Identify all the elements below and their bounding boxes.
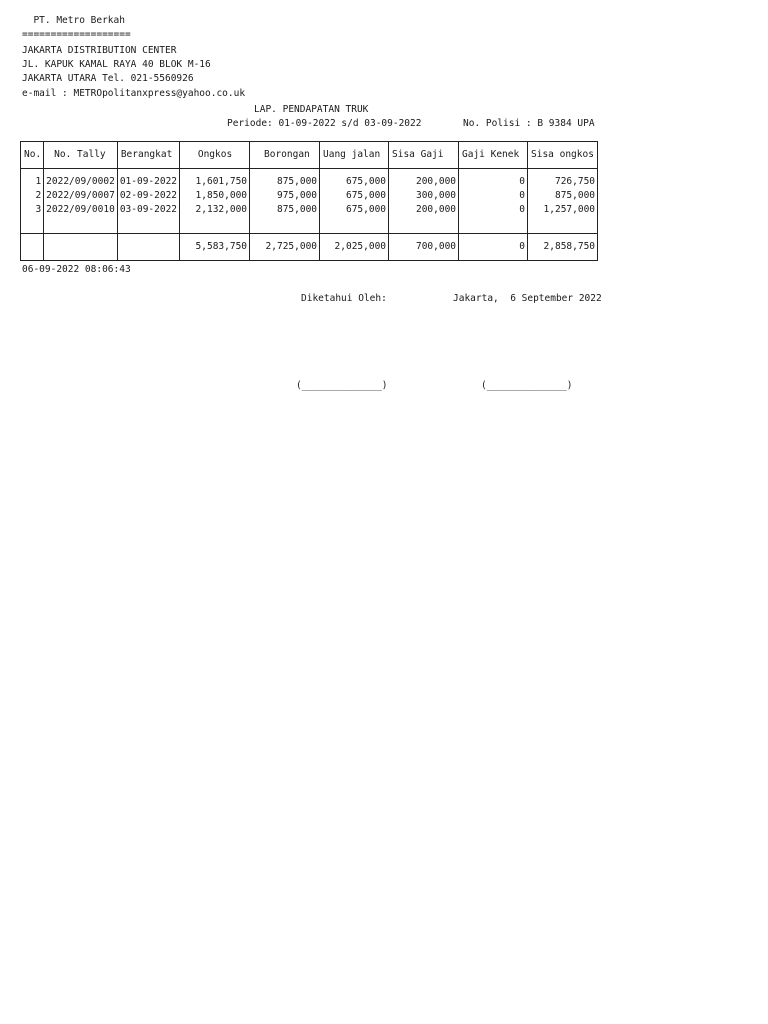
report-period: Periode: 01-09-2022 s/d 03-09-2022 xyxy=(227,118,422,129)
total-cell: 2,025,000 xyxy=(320,234,389,261)
table-total-row xyxy=(21,234,598,261)
table-cell: 875,000 xyxy=(528,189,598,203)
revenue-table xyxy=(20,141,598,261)
header-separator: =================== xyxy=(22,29,131,40)
table-cell: 1 xyxy=(21,169,44,190)
total-cell xyxy=(44,234,118,261)
table-cell: 0 xyxy=(459,203,528,234)
total-cell xyxy=(117,234,179,261)
signature-line-left: (______________) xyxy=(296,380,388,391)
table-cell: 2,132,000 xyxy=(180,203,250,234)
table-cell: 300,000 xyxy=(389,189,459,203)
company-division: JAKARTA DISTRIBUTION CENTER xyxy=(22,45,177,56)
acknowledged-label: Diketahui Oleh: xyxy=(301,293,387,304)
report-title: LAP. PENDAPATAN TRUK xyxy=(254,104,369,115)
column-header: Uang jalan xyxy=(320,142,389,169)
column-header: Sisa Gaji xyxy=(389,142,459,169)
table-cell: 2022/09/0007 xyxy=(44,189,118,203)
table-row xyxy=(21,203,598,234)
place-date: Jakarta, 6 September 2022 xyxy=(453,293,602,304)
column-header: Ongkos xyxy=(180,142,250,169)
company-city-phone: JAKARTA UTARA Tel. 021-5560926 xyxy=(22,73,194,84)
table-cell: 0 xyxy=(459,189,528,203)
table-cell: 875,000 xyxy=(250,169,320,190)
table-cell: 01-09-2022 xyxy=(117,169,179,190)
column-header: Borongan xyxy=(250,142,320,169)
column-header: No. xyxy=(21,142,44,169)
table-cell: 1,601,750 xyxy=(180,169,250,190)
table-cell: 1,850,000 xyxy=(180,189,250,203)
company-address: JL. KAPUK KAMAL RAYA 40 BLOK M-16 xyxy=(22,59,211,70)
total-cell: 2,858,750 xyxy=(528,234,598,261)
table-cell: 02-09-2022 xyxy=(117,189,179,203)
table-cell: 675,000 xyxy=(320,169,389,190)
total-cell: 5,583,750 xyxy=(180,234,250,261)
total-cell: 0 xyxy=(459,234,528,261)
total-cell: 700,000 xyxy=(389,234,459,261)
table-cell: 2 xyxy=(21,189,44,203)
signature-line-right: (______________) xyxy=(481,380,573,391)
table-cell: 200,000 xyxy=(389,169,459,190)
table-cell: 2022/09/0002 xyxy=(44,169,118,190)
total-cell xyxy=(21,234,44,261)
print-timestamp: 06-09-2022 08:06:43 xyxy=(22,264,131,275)
company-name: PT. Metro Berkah xyxy=(22,15,125,26)
table-cell: 675,000 xyxy=(320,189,389,203)
table-cell: 200,000 xyxy=(389,203,459,234)
table-cell: 2022/09/0010 xyxy=(44,203,118,234)
table-cell: 03-09-2022 xyxy=(117,203,179,234)
column-header: Berangkat xyxy=(117,142,179,169)
table-row xyxy=(21,169,598,190)
column-header: Sisa ongkos xyxy=(528,142,598,169)
table-cell: 726,750 xyxy=(528,169,598,190)
table-cell: 675,000 xyxy=(320,203,389,234)
vehicle-plate: No. Polisi : B 9384 UPA xyxy=(463,118,595,129)
column-header: Gaji Kenek xyxy=(459,142,528,169)
table-cell: 975,000 xyxy=(250,189,320,203)
table-cell: 0 xyxy=(459,169,528,190)
table-cell: 1,257,000 xyxy=(528,203,598,234)
total-cell: 2,725,000 xyxy=(250,234,320,261)
table-cell: 3 xyxy=(21,203,44,234)
table-header-row xyxy=(21,142,598,169)
table-row xyxy=(21,189,598,203)
company-email: e-mail : METROpolitanxpress@yahoo.co.uk xyxy=(22,88,246,99)
column-header: No. Tally xyxy=(44,142,118,169)
table-cell: 875,000 xyxy=(250,203,320,234)
